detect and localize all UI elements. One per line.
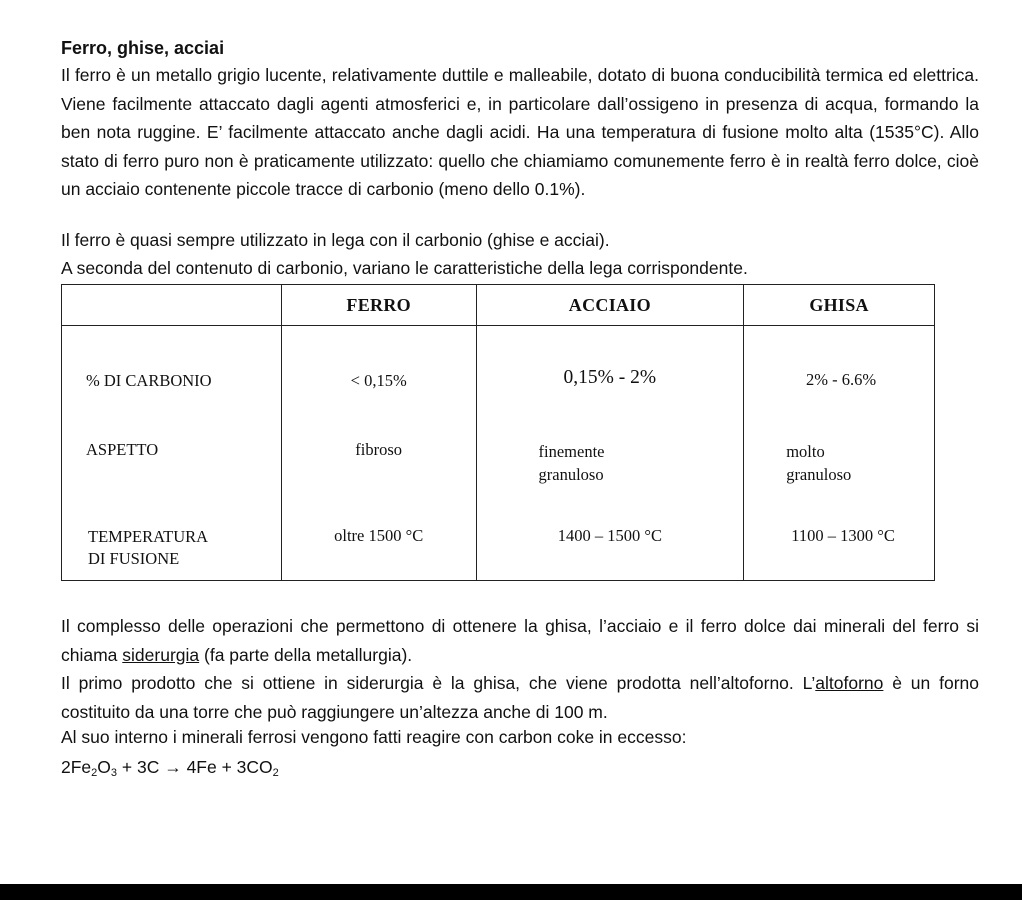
ferro-fusione: oltre 1500 °C bbox=[334, 525, 424, 545]
acciaio-carbonio: 0,15% - 2% bbox=[563, 367, 657, 388]
table-row bbox=[62, 326, 935, 394]
ghisa-carbonio: 2% - 6.6% bbox=[806, 370, 877, 389]
acciaio-aspetto-line1: finemente bbox=[538, 441, 605, 461]
siderurgia-term: siderurgia bbox=[122, 644, 200, 665]
row-label-aspetto: ASPETTO bbox=[86, 439, 159, 459]
header-acciaio: ACCIAIO bbox=[476, 285, 744, 326]
table-header-row bbox=[62, 285, 935, 326]
header-ghisa: GHISA bbox=[744, 285, 935, 326]
row-label-temperatura: TEMPERATURA bbox=[88, 526, 209, 546]
comparison-table bbox=[61, 284, 935, 581]
chemical-equation: $2Fe_2O_3 + 3C \to 4Fe + 3CO_2$ bbox=[61, 757, 279, 779]
lega-line: Il ferro è quasi sempre utilizzato in lega con il carbonio (ghise e acciai). bbox=[61, 230, 610, 250]
ghisa-aspetto-line1: molto bbox=[786, 441, 825, 461]
bottom-edge-bar bbox=[0, 884, 1022, 900]
altoforno-term: altoforno bbox=[815, 673, 884, 693]
altoforno-paragraph: Il primo prodotto che si ottiene in siderurgia è la ghisa, che viene prodotta nell’altoforno. L’altoforno è un forno costituito da una torre che può raggiungere un’altezza anche di 100 m. bbox=[61, 673, 980, 722]
row-label-carbonio: % DI CARBONIO bbox=[86, 371, 212, 390]
ghisa-fusione: 1100 – 1300 °C bbox=[791, 525, 895, 545]
header-ferro: FERRO bbox=[281, 285, 476, 326]
row-label-di-fusione: DI FUSIONE bbox=[88, 548, 180, 568]
seconda-line: A seconda del contenuto di carbonio, variano le caratteristiche della lega corrispondente. bbox=[61, 258, 748, 278]
ghisa-aspetto-line2: granuloso bbox=[786, 464, 852, 484]
acciaio-fusione: 1400 – 1500 °C bbox=[557, 525, 662, 545]
table-row bbox=[62, 394, 935, 488]
acciaio-aspetto-line2: granuloso bbox=[538, 464, 604, 484]
header-empty bbox=[62, 285, 282, 326]
intro-paragraph: Il ferro è un metallo grigio lucente, relativamente duttile e malleabile, dotato di buona conducibilità termica ed elettrica. Viene facilmente attaccato dagli agenti atmosferici e, in particolare dall’ossigeno in presenza di acqua, formando la ben nota ruggine. E’ facilmente attaccato anche dagli acidi. Ha una temperatura di fusione molto alta (1535°C). Allo stato di ferro puro non è praticamente utilizzato: quello che chiamiamo comunemente ferro è in realtà ferro dolce, cioè un acciaio contenente piccole tracce di carbonio (meno dello 0.1%). bbox=[61, 65, 979, 199]
siderurgia-paragraph: Il complesso delle operazioni che permettono di ottenere la ghisa, l’acciaio e il ferro dolce dai minerali del ferro si chiama siderurgia (fa parte della metallurgia). bbox=[61, 616, 979, 665]
interno-line: Al suo interno i minerali ferrosi vengono fatti reagire con carbon coke in eccesso: bbox=[61, 727, 687, 747]
ferro-carbonio: < 0,15% bbox=[350, 371, 407, 390]
table-row bbox=[62, 488, 935, 581]
page-title: Ferro, ghise, acciai bbox=[61, 38, 225, 58]
ferro-aspetto: fibroso bbox=[355, 439, 403, 459]
